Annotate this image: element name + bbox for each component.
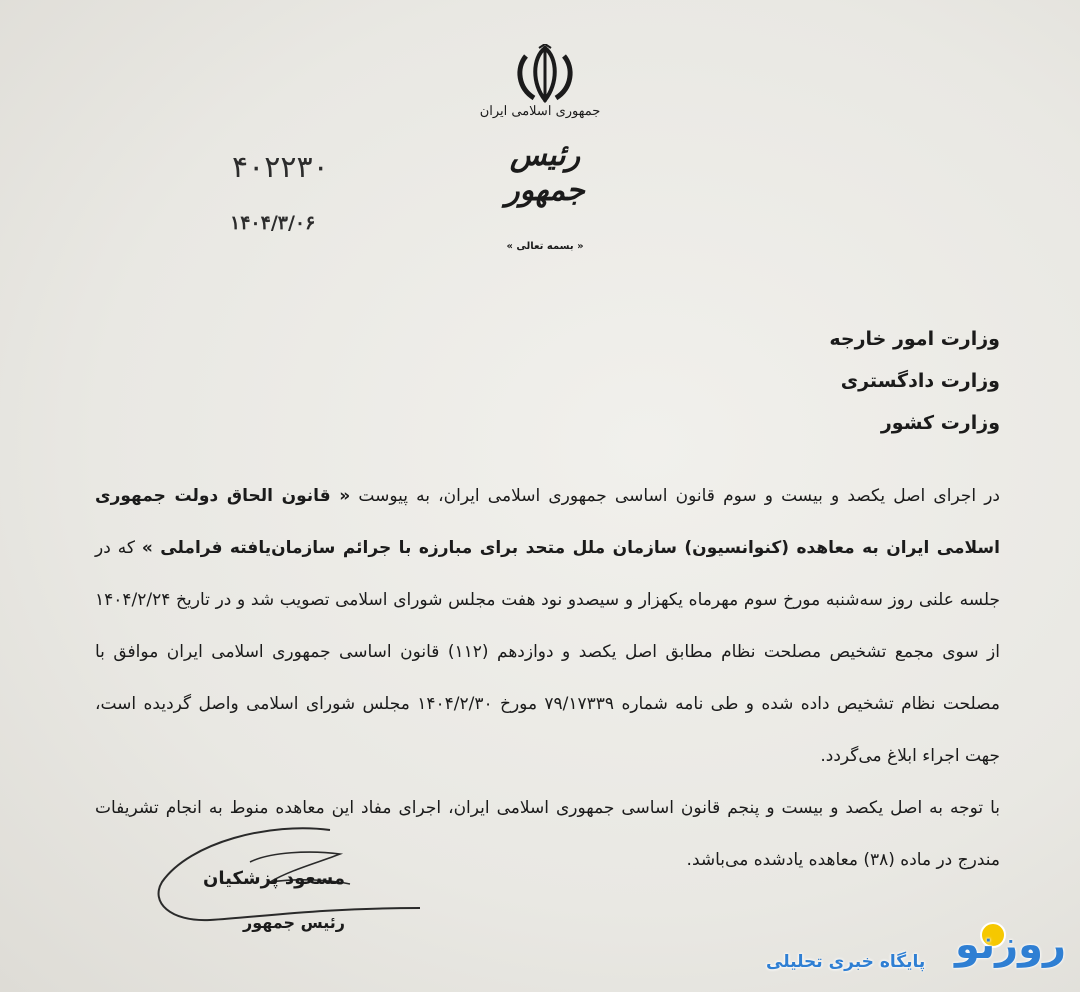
basmala: « بسمه تعالی » bbox=[506, 241, 584, 252]
body-text-start: در اجرای اصل یکصد و بیست و سوم قانون اساسی جمهوری اسلامی ایران، به پیوست bbox=[358, 486, 1000, 506]
body-text-end: که در جلسه علنی روز سه‌شنبه مورخ سوم مهرماه یکهزار و سیصدو نود هفت مجلس شورای اسلامی تصویب شد و در تاریخ ۱۴۰۴/۲/۲۴ از سوی مجمع تشخیص مصلحت نظام مطابق اصل یکصد و دوازدهم (۱۱۲) قانون اساسی جمهوری اسلامی ایران موافق با مصلحت نظام تشخیص داده شده و طی نامه شماره ۷۹/۱۷۳۳۹ مورخ ۱۴۰۴/۲/۳۰ مجلس شورای اسلامی واصل گردیده است، جهت اجراء ابلاغ می‌گردد. bbox=[95, 538, 1000, 766]
recipient-item: وزارت کشور bbox=[880, 412, 1000, 434]
recipient-item: وزارت دادگستری bbox=[840, 370, 1000, 392]
law-title: « قانون الحاق دولت جمهوری اسلامی ایران به معاهده (کنوانسیون) سازمان ملل متحد برای مبارزه با جرائم سازمان‌یافته فراملی » bbox=[95, 486, 1000, 558]
watermark-logo: روزنو bbox=[954, 922, 1066, 968]
emblem-of-iran-icon bbox=[512, 44, 578, 104]
recipient-list bbox=[700, 318, 1000, 444]
signer-name: مسعود پزشکیان bbox=[202, 868, 345, 889]
signer-title: رئیس جمهور bbox=[243, 913, 345, 932]
letter-date: ۱۴۰۴/۳/۰۶ bbox=[230, 212, 316, 234]
body-paragraph-2: با توجه به اصل یکصد و بیست و پنجم قانون اساسی جمهوری اسلامی ایران، اجرای مفاد این معاهده منوط به انجام تشریفات مندرج در ماده (۳۸) معاهده یادشده می‌باشد. bbox=[95, 798, 1000, 870]
recipient-item: وزارت امور خارجه bbox=[829, 328, 1000, 350]
emblem-caption: جمهوری اسلامی ایران bbox=[479, 104, 601, 119]
watermark bbox=[762, 920, 1072, 984]
letter-number: ۴۰۲۲۳۰ bbox=[232, 150, 329, 185]
body-paragraph bbox=[95, 470, 1000, 782]
office-title: رئیس جمهور bbox=[505, 138, 585, 208]
watermark-subtitle: پایگاه خبری تحلیلی bbox=[766, 952, 926, 972]
